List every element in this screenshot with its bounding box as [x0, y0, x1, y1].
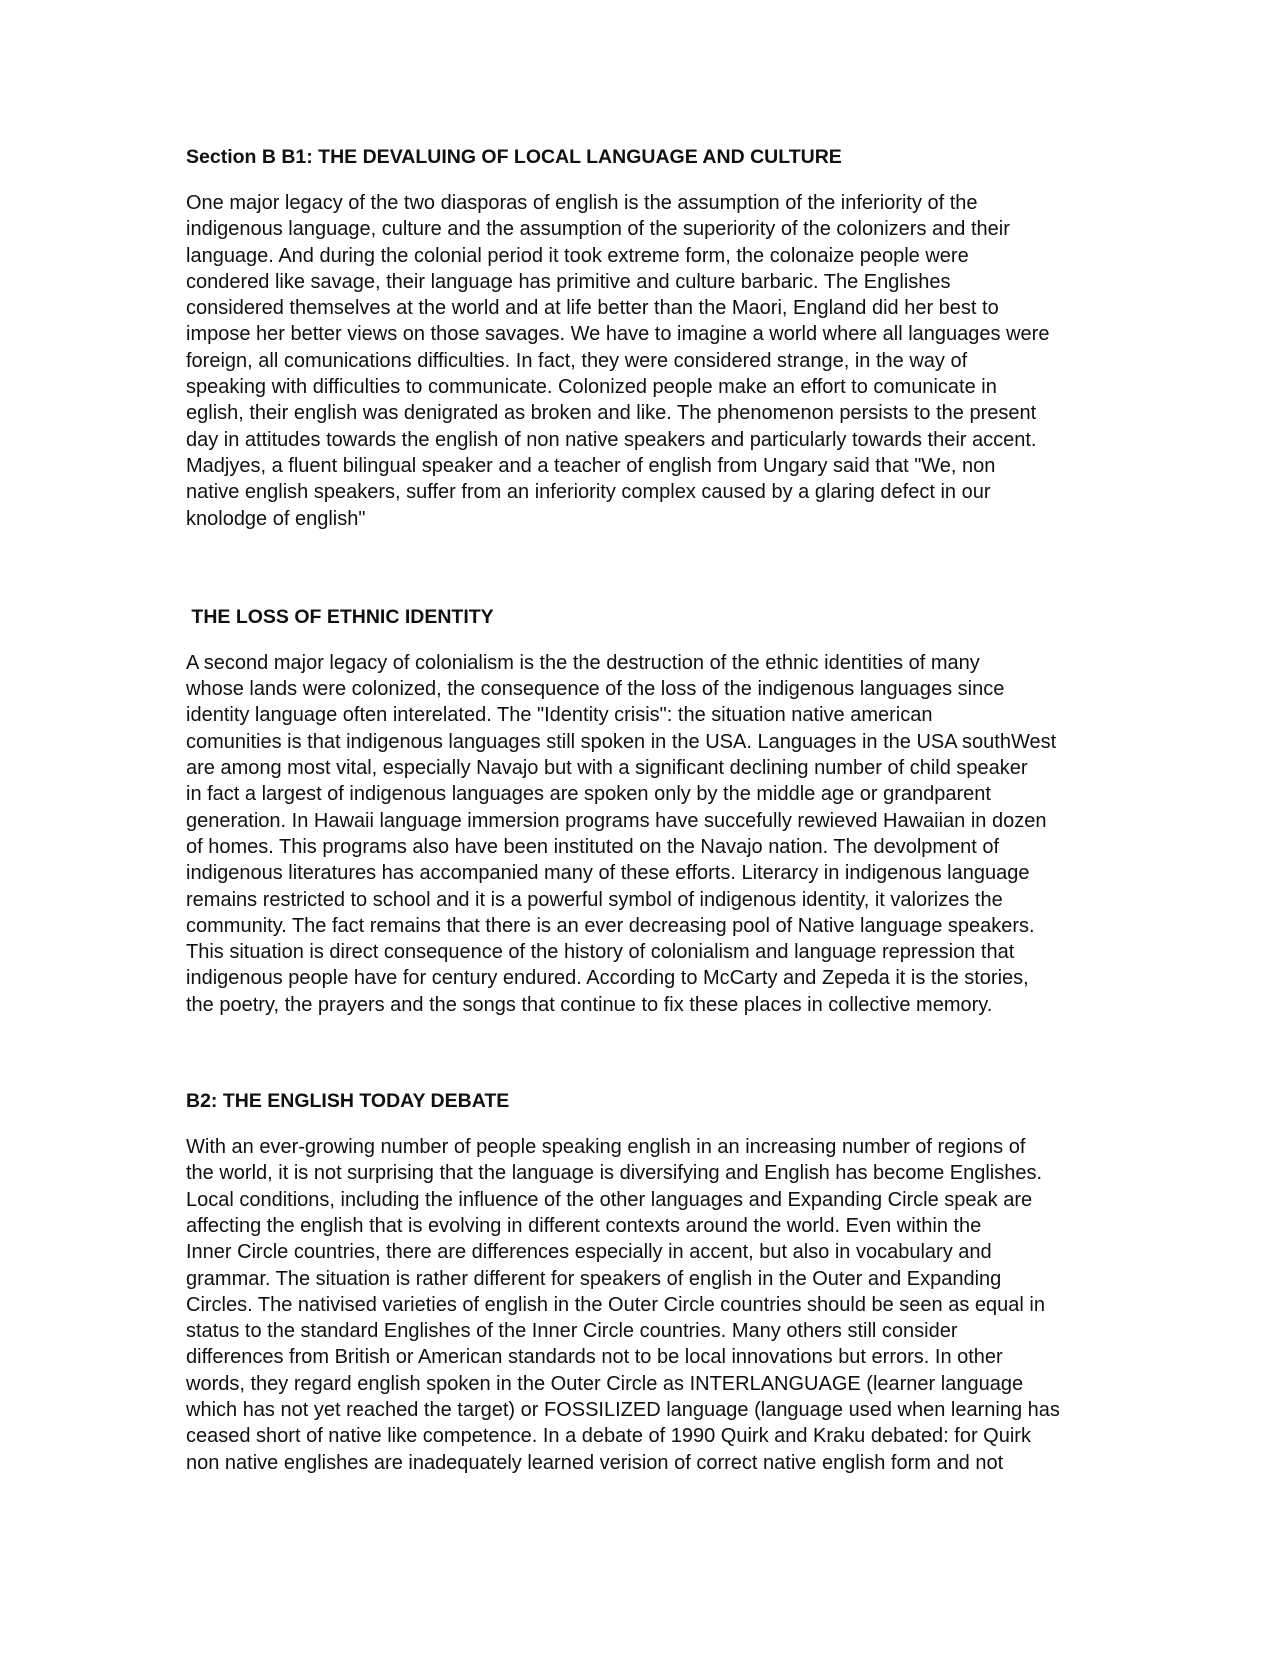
paragraph-line: the world, it is not surprising that the language is diversifying and English has become Englishes.	[186, 1162, 1043, 1185]
paragraph-line: indigenous language, culture and the assumption of the superiority of the colonizers and their	[186, 218, 1010, 241]
paragraph-line: the poetry, the prayers and the songs that continue to fix these places in collective memory.	[186, 993, 993, 1016]
paragraph-line: whose lands were colonized, the consequence of the loss of the indigenous languages since	[186, 678, 1005, 701]
paragraph-line: of homes. This programs also have been instituted on the Navajo nation. The devolpment of	[186, 835, 1000, 858]
paragraph-line: identity language often interelated. The "Identity crisis": the situation native american	[186, 704, 933, 727]
paragraph-line: non native englishes are inadequately learned verision of correct native english form and not	[186, 1451, 1004, 1474]
paragraph-line: speaking with difficulties to communicate. Colonized people make an effort to comunicate in	[186, 376, 997, 399]
paragraph-line: day in attitudes towards the english of non native speakers and particularly towards their accent.	[186, 428, 1037, 451]
paragraph-line: which has not yet reached the target) or FOSSILIZED language (language used when learning has	[186, 1398, 1060, 1421]
paragraph-line: condered like savage, their language has primitive and culture barbaric. The Englishes	[186, 270, 951, 293]
paragraph-line: status to the standard Englishes of the Inner Circle countries. Many others still consider	[186, 1320, 958, 1343]
section-paragraph-b1	[186, 190, 1101, 532]
paragraph-line: considered themselves at the world and at life better than the Maori, England did her best to	[186, 297, 999, 320]
paragraph-line: grammar. The situation is rather different for speakers of english in the Outer and Expanding	[186, 1267, 1002, 1290]
document-page	[186, 144, 1101, 1476]
section-heading-ethnic-identity: THE LOSS OF ETHNIC IDENTITY	[186, 605, 494, 628]
paragraph-line: Inner Circle countries, there are differences especially in accent, but also in vocabulary and	[186, 1241, 992, 1264]
paragraph-line: With an ever-growing number of people speaking english in an increasing number of regions of	[186, 1136, 1026, 1159]
paragraph-line: comunities is that indigenous languages still spoken in the USA. Languages in the USA southWest	[186, 730, 1057, 753]
paragraph-line: One major legacy of the two diasporas of english is the assumption of the inferiority of the	[186, 192, 978, 214]
paragraph-line: eglish, their english was denigrated as broken and like. The phenomenon persists to the present	[186, 402, 1037, 425]
paragraph-line: generation. In Hawaii language immersion programs have succefully rewieved Hawaiian in dozen	[186, 809, 1047, 832]
paragraph-line: native english speakers, suffer from an inferiority complex caused by a glaring defect in our	[186, 481, 991, 504]
section-paragraph-ethnic-identity	[186, 650, 1101, 1018]
paragraph-line: indigenous literatures has accompanied many of these efforts. Literarcy in indigenous language	[186, 862, 1030, 885]
paragraph-line: foreign, all comunications difficulties. In fact, they were considered strange, in the way of	[186, 349, 968, 372]
section-heading-b2: B2: THE ENGLISH TODAY DEBATE	[186, 1090, 510, 1113]
paragraph-line: language. And during the colonial period it took extreme form, the colonaize people were	[186, 244, 969, 267]
paragraph-line: in fact a largest of indigenous languages are spoken only by the middle age or grandparent	[186, 783, 991, 806]
section-heading-b1: Section B B1: THE DEVALUING OF LOCAL LANGUAGE AND CULTURE	[186, 146, 842, 168]
paragraph-line: words, they regard english spoken in the Outer Circle as INTERLANGUAGE (learner language	[186, 1372, 1024, 1395]
paragraph-line: community. The fact remains that there is an ever decreasing pool of Native language speakers.	[186, 914, 1035, 937]
paragraph-line: are among most vital, especially Navajo but with a significant declining number of child speaker	[186, 757, 1028, 780]
paragraph-line: affecting the english that is evolving in different contexts around the world. Even within the	[186, 1214, 982, 1237]
paragraph-line: A second major legacy of colonialism is the the destruction of the ethnic identities of many	[186, 651, 980, 674]
paragraph-line: indigenous people have for century endured. According to McCarty and Zepeda it is the stories,	[186, 967, 1029, 990]
paragraph-line: Local conditions, including the influence of the other languages and Expanding Circle speak are	[186, 1188, 1033, 1211]
paragraph-line: ceased short of native like competence. In a debate of 1990 Quirk and Kraku debated: for Quirk	[186, 1425, 1031, 1448]
paragraph-line: knolodge of english"	[186, 507, 366, 530]
paragraph-line: Madjyes, a fluent bilingual speaker and a teacher of english from Ungary said that "We, non	[186, 454, 996, 477]
paragraph-line: impose her better views on those savages. We have to imagine a world where all languages were	[186, 323, 1050, 346]
paragraph-line: This situation is direct consequence of the history of colonialism and language repression that	[186, 941, 1015, 964]
section-paragraph-b2	[186, 1134, 1101, 1476]
paragraph-line: Circles. The nativised varieties of english in the Outer Circle countries should be seen as equal in	[186, 1293, 1045, 1316]
paragraph-line: differences from British or American standards not to be local innovations but errors. In other	[186, 1346, 1003, 1369]
paragraph-line: remains restricted to school and it is a powerful symbol of indigenous identity, it valorizes the	[186, 888, 1003, 911]
